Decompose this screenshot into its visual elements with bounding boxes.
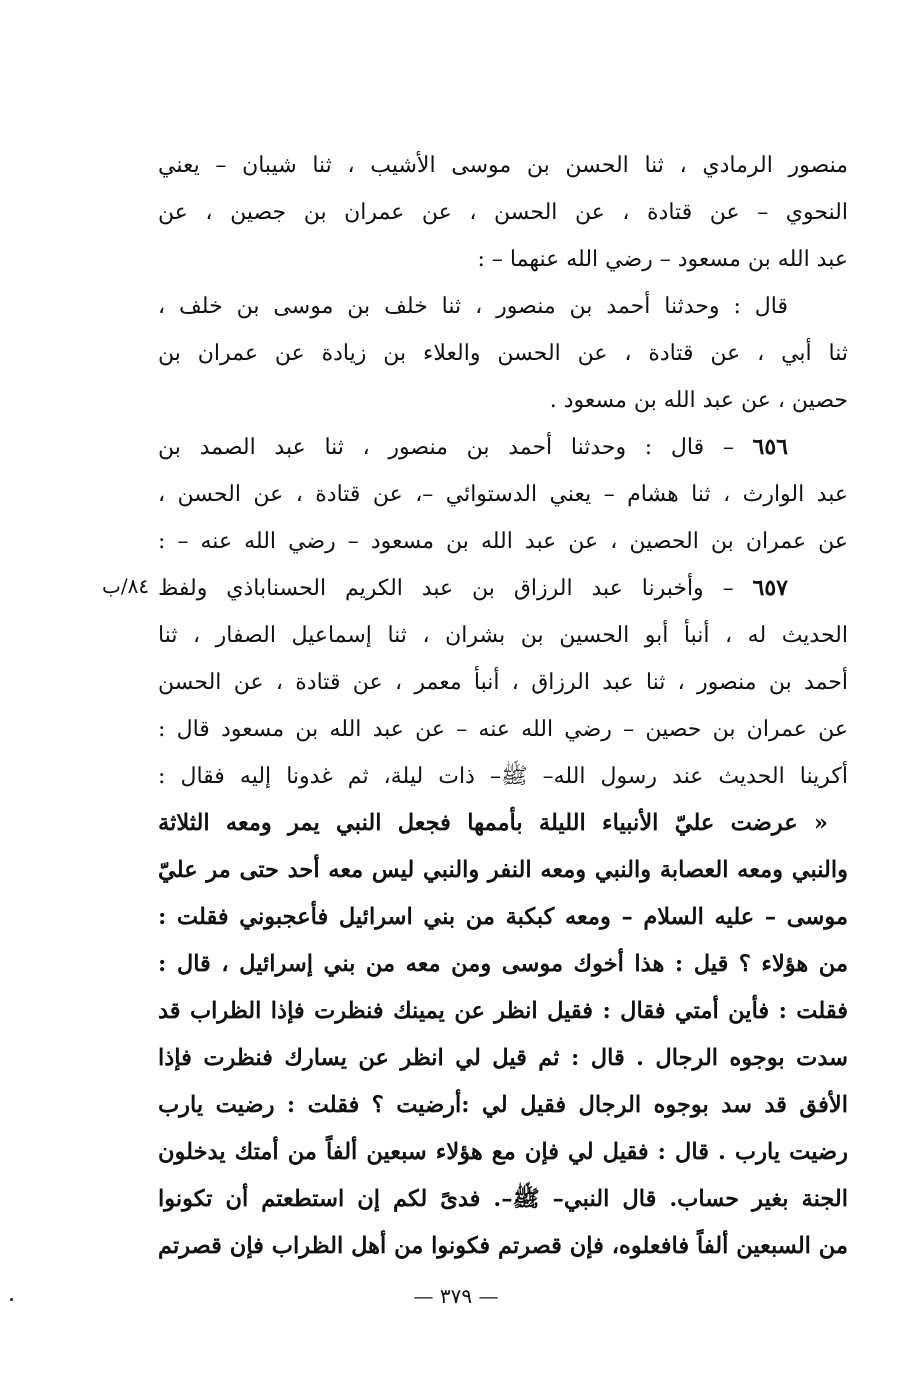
text-line: « عرضت عليّ الأنبياء الليلة بأممها فجعل النبي يمر ومعه الثلاثة — [158, 810, 828, 836]
hadith-number: ٦٥٦ — [752, 434, 788, 460]
text-line: أحمد بن منصور ، ثنا عبد الرزاق ، أنبأ معمر ، عن قتادة ، عن الحسن — [158, 670, 849, 695]
text-line: النحوي – عن قتادة ، عن الحسن ، عن عمران بن جصين ، عن — [158, 200, 848, 225]
text-line: والنبي ومعه العصابة والنبي ومعه النفر والنبي ليس معه أحد حتى مر عليّ — [158, 857, 848, 883]
text-line: الأفق قد سد بوجوه الرجال فقيل لي :أرضيت ؟ فقلت : رضيت يارب — [158, 1092, 848, 1118]
scan-speck — [10, 1298, 13, 1301]
text-line: من هؤلاء ؟ قيل : هذا أخوك موسى ومن معه من بني إسرائيل ، قال : — [158, 951, 848, 977]
text-line — [158, 565, 848, 612]
hadith-line: – وأخبرنا عبد الرزاق بن عبد الكريم الحسناباذي ولفظ — [158, 576, 734, 601]
text-line — [158, 424, 848, 471]
text-line: فقلت : فأين أمتي فقال : فقيل انظر عن يمينك فنظرت فإذا الظراب قد — [158, 998, 848, 1024]
text-line: الحديث له ، أنبأ أبو الحسين بن بشران ، ثنا إسماعيل الصفار ، ثنا — [158, 623, 848, 648]
text-line: ثنا أبي ، عن قتادة ، عن الحسن والعلاء بن زيادة عن عمران بن — [158, 341, 848, 366]
page-number: — ٣٧٩ — — [413, 1284, 499, 1308]
text-line: رضيت يارب . قال : فقيل لي فإن مع هؤلاء سبعين ألفاً من أمتك يدخلون — [158, 1139, 848, 1165]
text-line: موسى – عليه السلام – ومعه كبكبة من بني اسرائيل فأعجبوني فقلت : — [158, 904, 848, 930]
text-line: عن عمران بن حصين – رضي الله عنه – عن عبد الله بن مسعود قال : — [158, 717, 848, 742]
text-line: سدت بوجوه الرجال . قال : ثم قيل لي انظر عن يسارك فنظرت فإذا — [158, 1045, 848, 1071]
text-line: الجنة بغير حساب. قال النبي– ﷺ–. فدىً لكم إن استطعتم أن تكونوا — [158, 1186, 848, 1212]
text-line: من السبعين ألفاً فافعلوه، فإن قصرتم فكونوا من أهل الظراب فإن قصرتم — [158, 1233, 848, 1259]
hadith-number: ٦٥٧ — [752, 575, 788, 601]
text-line: حصين ، عن عبد الله بن مسعود . — [549, 388, 848, 413]
text-line: عبد الوارث ، ثنا هشام – يعني الدستوائي –، عن قتادة ، عن الحسن ، — [158, 482, 848, 507]
hadith-line: – قال : وحدثنا أحمد بن منصور ، ثنا عبد الصمد بن — [158, 435, 734, 460]
text-line: عن عمران بن الحصين ، عن عبد الله بن مسعود – رضي الله عنه – : — [158, 529, 848, 554]
text-body — [158, 142, 848, 1270]
marginal-note: ٨٤/ب — [102, 574, 150, 598]
text-line: منصور الرمادي ، ثنا الحسن بن موسى الأشيب ، ثنا شيبان – يعني — [158, 153, 848, 178]
text-line: عبد الله بن مسعود – رضي الله عنهما – : — [477, 247, 848, 272]
text-line: قال : وحدثنا أحمد بن منصور ، ثنا خلف بن موسى بن خلف ، — [158, 294, 788, 319]
text-line: أكرينا الحديث عند رسول الله– ﷺ– ذات ليلة، ثم غدونا إليه فقال : — [158, 764, 848, 789]
